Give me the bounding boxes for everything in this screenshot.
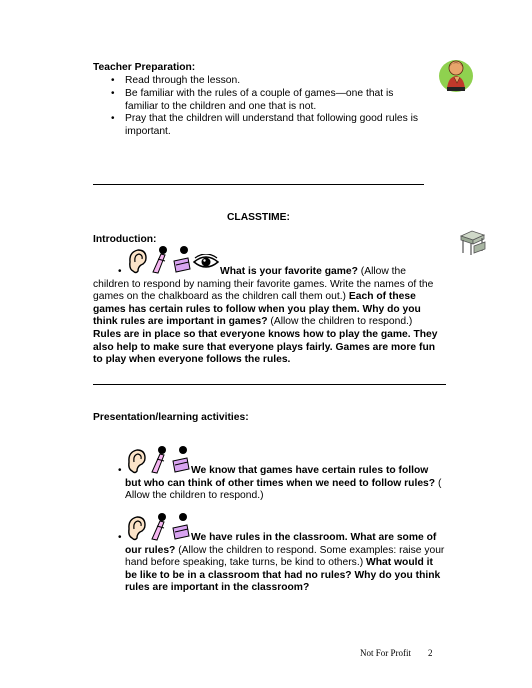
intro-note-2: (Allow the children to respond.) xyxy=(270,316,413,328)
bullet: • xyxy=(118,266,122,277)
intro-statement-1: Each of these games has certain rules to follow when you play them. Why do you think rules are important in games? xyxy=(93,291,421,328)
presentation-heading: Presentation/learning activities: xyxy=(93,412,249,423)
intro-note-1: (Allow the children to respond by naming their favorite games. Write the names of the games on the chalkboard as the children call them out.) xyxy=(93,266,434,303)
school-desk-icon xyxy=(458,227,488,257)
bullet: • xyxy=(118,532,122,543)
teacher-prep-item-1: Read through the lesson. xyxy=(125,75,241,86)
bullet: • xyxy=(111,75,115,86)
classtime-heading: CLASSTIME: xyxy=(227,212,290,223)
presentation-item-2-note: (Allow the children to respond. Some examples: raise your hand before speaking, take turns, be kind to others.) xyxy=(125,544,445,569)
footer-label: Not For Profit xyxy=(360,648,412,658)
presentation-item-1-note: ( Allow the children to respond.) xyxy=(125,477,442,502)
teacher-prep-heading: Teacher Preparation: xyxy=(93,62,196,73)
introduction-heading: Introduction: xyxy=(93,234,157,245)
teacher-prep-item-3: Pray that the children will understand that following good rules is important. xyxy=(125,113,419,137)
divider xyxy=(93,384,446,385)
bullet: • xyxy=(118,465,122,476)
intro-statement-2: Rules are in place so that everyone knows how to play the game. They also help to make sure that everyone plays fairly. Games are more fun to play when everyone follows the rules. xyxy=(93,328,438,366)
presentation-item-2-bold-2: What would it be like to be in a classroom that had no rules? Why do you think rules are important in the classroom? xyxy=(125,557,441,594)
introduction-body xyxy=(93,266,440,367)
presentation-item-1 xyxy=(125,465,445,503)
divider xyxy=(93,184,424,185)
bullet: • xyxy=(111,88,115,99)
presentation-item-1-bold: We know that games have certain rules to follow but who can think of other times when we need to follow rules? xyxy=(125,465,436,489)
praying-child-icon xyxy=(436,55,476,95)
bullet: • xyxy=(111,113,115,124)
presentation-item-2 xyxy=(125,532,445,595)
page-number: 2 xyxy=(428,648,433,658)
teacher-prep-item-2: Be familiar with the rules of a couple of games—one that is familiar to the children and one that is not. xyxy=(125,88,394,112)
presentation-item-2-bold: We have rules in the classroom. What are some of our rules? xyxy=(125,532,437,556)
intro-question: What is your favorite game? xyxy=(220,266,358,277)
